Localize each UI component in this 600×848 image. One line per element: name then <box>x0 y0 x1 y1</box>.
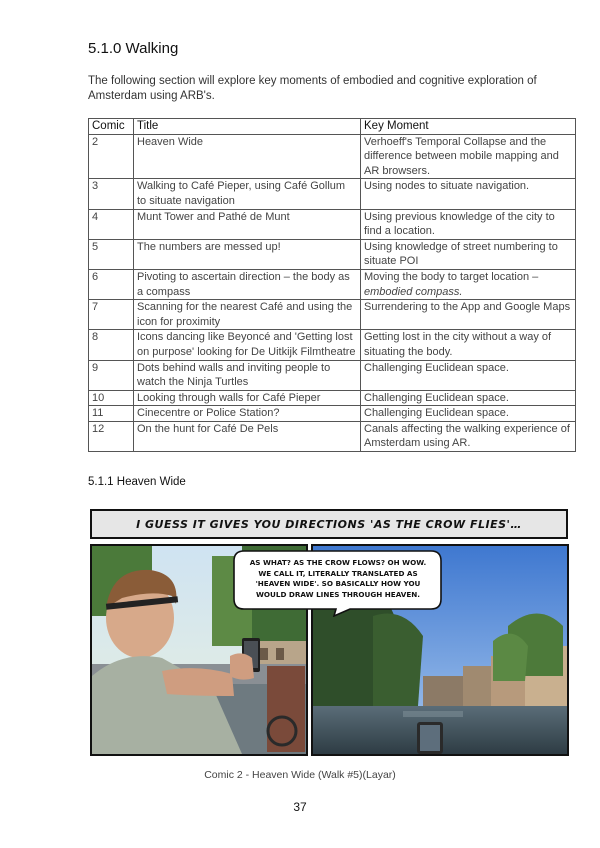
comic-caption-box <box>90 509 568 539</box>
comic-caption: I GUESS IT GIVES YOU DIRECTIONS 'AS THE CROW FLIES'… <box>136 517 522 531</box>
cell-title: Looking through walls for Café Pieper <box>134 390 361 406</box>
key-moment-text: Challenging Euclidean space. <box>364 391 509 404</box>
cell-comic-number: 2 <box>89 134 134 179</box>
cell-key-moment <box>361 134 576 179</box>
cell-title: Munt Tower and Pathé de Munt <box>134 209 361 239</box>
subsection-title: 5.1.1 Heaven Wide <box>88 476 186 488</box>
section-title: 5.1.0 Walking <box>88 40 179 57</box>
cell-title: Pivoting to ascertain direction – the body as a compass <box>134 269 361 299</box>
key-moment-text: Surrendering to the App and Google Maps <box>364 301 571 314</box>
cell-title: The numbers are messed up! <box>134 239 361 269</box>
cell-key-moment <box>361 330 576 360</box>
key-moment-text: Using previous knowledge of the city to find a location. <box>364 210 555 238</box>
table-row <box>89 360 576 390</box>
speech-bubble-text: AS WHAT? AS THE CROW FLOWS? OH WOW. WE CALL IT, LITERALLY TRANSLATED AS 'HEAVEN WIDE'. SO BASICALLY HOW YOU WOULD DRAW LINES THROUGH HEAVEN. <box>249 558 427 599</box>
cell-comic-number: 8 <box>89 330 134 360</box>
cell-comic-number: 6 <box>89 269 134 299</box>
table-row <box>89 330 576 360</box>
cell-key-moment <box>361 209 576 239</box>
cell-key-moment <box>361 179 576 209</box>
table-row <box>89 390 576 406</box>
cell-comic-number: 3 <box>89 179 134 209</box>
cell-comic-number: 4 <box>89 209 134 239</box>
intro-paragraph: The following section will explore key moments of embodied and cognitive exploration of Amsterdam using ARB's. <box>88 75 537 102</box>
table-row <box>89 239 576 269</box>
cell-key-moment <box>361 421 576 451</box>
cell-comic-number: 7 <box>89 300 134 330</box>
cell-comic-number: 5 <box>89 239 134 269</box>
table-body <box>89 134 576 451</box>
cell-title: Heaven Wide <box>134 134 361 179</box>
cell-comic-number: 12 <box>89 421 134 451</box>
table-row <box>89 134 576 179</box>
table-row <box>89 209 576 239</box>
cell-key-moment <box>361 390 576 406</box>
cell-key-moment <box>361 360 576 390</box>
key-moment-text: Challenging Euclidean space. <box>364 407 509 420</box>
cell-title: Walking to Café Pieper, using Café Gollum to situate navigation <box>134 179 361 209</box>
key-moment-text: Using knowledge of street numbering to situate POI <box>364 240 558 268</box>
cell-key-moment <box>361 300 576 330</box>
cell-key-moment <box>361 269 576 299</box>
key-moment-text: Moving the body to target location – <box>364 270 539 283</box>
cell-comic-number: 10 <box>89 390 134 406</box>
figure-caption: Comic 2 - Heaven Wide (Walk #5)(Layar) <box>204 769 396 781</box>
key-moment-text: Challenging Euclidean space. <box>364 361 509 374</box>
cell-title: On the hunt for Café De Pels <box>134 421 361 451</box>
cell-title: Icons dancing like Beyoncé and 'Getting lost on purpose' looking for De Uitkijk Filmtheatre <box>134 330 361 360</box>
comic-strip <box>88 506 572 758</box>
page-number: 37 <box>293 800 307 814</box>
header-key-moment: Key Moment <box>361 119 576 135</box>
cell-key-moment <box>361 239 576 269</box>
cell-title: Dots behind walls and inviting people to watch the Ninja Turtles <box>134 360 361 390</box>
cell-key-moment <box>361 406 576 422</box>
table-row <box>89 406 576 422</box>
table-row <box>89 300 576 330</box>
cell-comic-number: 9 <box>89 360 134 390</box>
key-moment-emphasis: embodied compass. <box>364 285 463 298</box>
cell-title: Cinecentre or Police Station? <box>134 406 361 422</box>
cell-comic-number: 11 <box>89 406 134 422</box>
table-row <box>89 421 576 451</box>
table-header-row <box>89 119 576 135</box>
key-moment-text: Verhoeff's Temporal Collapse and the difference between mobile mapping and AR browsers. <box>364 135 559 177</box>
table-row <box>89 269 576 299</box>
key-moment-text: Getting lost in the city without a way of situating the body. <box>364 331 552 358</box>
key-moment-text: Canals affecting the walking experience of Amsterdam using AR. <box>364 422 570 450</box>
cell-title: Scanning for the nearest Café and using the icon for proximity <box>134 300 361 330</box>
header-title: Title <box>134 119 361 135</box>
header-comic: Comic <box>89 119 134 135</box>
table-row <box>89 179 576 209</box>
key-moment-text: Using nodes to situate navigation. <box>364 180 530 193</box>
key-moments-table <box>88 118 576 452</box>
